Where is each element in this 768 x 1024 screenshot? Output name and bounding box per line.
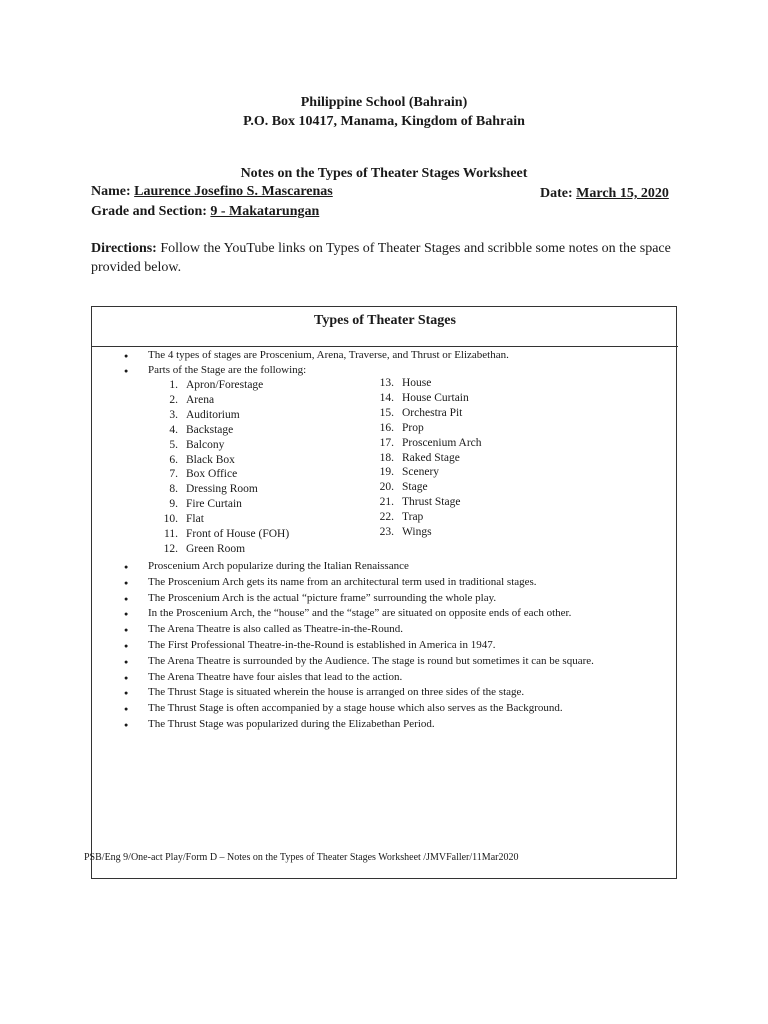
stage-part-label: Scenery <box>402 466 440 479</box>
stage-part-item <box>150 513 204 525</box>
stage-part-label: Auditorium <box>186 408 240 421</box>
directions-paragraph <box>91 239 681 277</box>
bullet-dot-icon: ● <box>124 721 129 729</box>
worksheet-title: Notes on the Types of Theater Stages Worksheet <box>240 166 528 181</box>
date-label: Date: <box>540 186 573 201</box>
directions-label: Directions: <box>91 241 157 256</box>
stage-part-item <box>366 496 460 508</box>
stage-part-item <box>150 498 242 510</box>
note-bullet: The Thrust Stage is often accompanied by a stage house which also serves as the Background. <box>148 702 563 715</box>
stage-part-label: Dressing Room <box>186 483 258 496</box>
stage-part-number: 21. <box>379 496 394 509</box>
directions-text: Follow the YouTube links on Types of Theater Stages and scribble some notes on the space provided below. <box>91 241 671 275</box>
stage-part-item <box>366 466 439 478</box>
stage-part-number: 6. <box>169 453 178 466</box>
stage-part-item <box>150 483 258 495</box>
stage-part-label: Backstage <box>186 423 234 436</box>
note-bullet: The Proscenium Arch gets its name from an architectural term used in traditional stages. <box>148 575 537 588</box>
stage-part-item <box>150 543 245 555</box>
stage-part-label: Orchestra Pit <box>402 406 463 419</box>
stage-part-item <box>366 437 482 449</box>
name-value: Laurence Josefino S. Mascarenas <box>134 184 333 199</box>
stage-part-label: Arena <box>186 393 215 406</box>
bullet-dot-icon: ● <box>124 610 129 619</box>
stage-part-label: Green Room <box>186 542 246 555</box>
bullet-dot-icon: ● <box>124 563 129 571</box>
stage-part-number: 3. <box>169 408 178 421</box>
grade-value: 9 - Makatarungan <box>210 204 320 219</box>
stage-part-number: 2. <box>169 393 178 406</box>
grade-section-field <box>91 204 319 220</box>
stage-part-number: 8. <box>169 483 178 496</box>
bullet-dot-icon: ● <box>124 367 129 375</box>
bullet-dot-icon: ● <box>124 594 129 603</box>
stage-part-item <box>150 424 233 436</box>
stage-part-number: 10. <box>163 513 178 526</box>
note-bullet: Parts of the Stage are the following: <box>148 364 307 376</box>
stage-part-label: Black Box <box>186 453 235 466</box>
stage-part-number: 5. <box>169 438 178 451</box>
stage-part-item <box>366 407 462 419</box>
stage-part-label: Apron/Forestage <box>186 379 264 391</box>
stage-part-number: 20. <box>379 481 394 494</box>
stage-part-label: House <box>402 377 432 389</box>
note-bullet: The Arena Theatre is also called as Theatre-in-the-Round. <box>148 623 403 636</box>
name-label: Name: <box>91 184 131 199</box>
stage-part-number: 7. <box>169 468 178 481</box>
note-bullet: The Thrust Stage is situated wherein the house is arranged on three sides of the stage. <box>148 686 525 699</box>
stage-part-number: 15. <box>379 406 394 419</box>
stage-part-label: Front of House (FOH) <box>186 528 290 540</box>
note-bullet: The Arena Theatre is surrounded by the Audience. The stage is round but sometimes it can be square. <box>148 654 594 667</box>
stage-part-label: Flat <box>186 513 204 526</box>
stage-part-item <box>150 379 263 391</box>
stage-part-label: Box Office <box>186 468 238 481</box>
stage-part-item <box>366 526 432 538</box>
school-address: P.O. Box 10417, Manama, Kingdom of Bahrain <box>243 114 525 129</box>
stage-part-number: 1. <box>169 379 178 391</box>
stage-part-number: 11. <box>164 528 178 540</box>
bullet-dot-icon: ● <box>124 352 129 360</box>
stage-part-item <box>150 528 289 540</box>
bullet-dot-icon: ● <box>124 673 129 682</box>
grade-label: Grade and Section: <box>91 204 207 219</box>
stage-part-item <box>150 454 235 466</box>
stage-part-item <box>150 409 240 421</box>
bullet-dot-icon: ● <box>124 705 129 714</box>
note-bullet: The 4 types of stages are Proscenium, Arena, Traverse, and Thrust or Elizabethan. <box>148 349 509 361</box>
bullet-dot-icon: ● <box>124 689 129 698</box>
stage-part-number: 13. <box>379 377 394 389</box>
stage-part-label: Thrust Stage <box>402 496 461 509</box>
stage-part-label: Fire Curtain <box>186 498 242 511</box>
name-field <box>91 184 333 200</box>
stage-part-number: 16. <box>379 421 394 434</box>
stage-part-label: Proscenium Arch <box>402 436 482 449</box>
stage-part-label: Balcony <box>186 438 225 451</box>
note-bullet: The Arena Theatre have four aisles that lead to the action. <box>148 670 403 683</box>
date-value: March 15, 2020 <box>576 186 669 201</box>
stage-part-label: Prop <box>402 421 424 434</box>
stage-part-item <box>150 468 237 480</box>
stage-part-number: 17. <box>379 436 394 449</box>
note-bullet: The Proscenium Arch is the actual “picture frame” surrounding the whole play. <box>148 591 497 604</box>
stage-part-item <box>150 439 224 451</box>
stage-part-item <box>150 394 214 406</box>
note-bullet: Proscenium Arch popularize during the Italian Renaissance <box>148 560 409 572</box>
stage-part-label: House Curtain <box>402 391 469 404</box>
stage-part-number: 19. <box>379 466 394 479</box>
stage-part-number: 9. <box>169 498 178 511</box>
stage-part-label: Wings <box>402 526 432 538</box>
stage-part-number: 18. <box>379 451 394 464</box>
stage-part-number: 23. <box>379 526 394 538</box>
bullet-dot-icon: ● <box>124 578 129 587</box>
stage-part-item <box>366 452 460 464</box>
bullet-dot-icon: ● <box>124 626 129 635</box>
notes-divider <box>92 346 678 347</box>
stage-part-item <box>366 422 424 434</box>
stage-part-label: Stage <box>402 481 428 494</box>
stage-part-number: 22. <box>379 511 394 524</box>
stage-part-label: Trap <box>402 511 424 524</box>
bullet-dot-icon: ● <box>124 657 129 666</box>
note-bullet: The First Professional Theatre-in-the-Round is established in America in 1947. <box>148 639 496 651</box>
bullet-dot-icon: ● <box>124 642 129 650</box>
stage-part-label: Raked Stage <box>402 451 460 464</box>
notes-title: Types of Theater Stages <box>314 313 456 328</box>
school-name: Philippine School (Bahrain) <box>300 95 468 110</box>
stage-part-number: 14. <box>379 391 394 404</box>
stage-part-number: 4. <box>169 423 178 436</box>
stage-part-item <box>366 511 423 523</box>
stage-part-item <box>366 392 469 404</box>
document-footer: PSB/Eng 9/One-act Play/Form D – Notes on the Types of Theater Stages Worksheet /JMVFaller/11Mar2020 <box>84 852 519 863</box>
stage-part-item <box>366 377 431 389</box>
note-bullet: In the Proscenium Arch, the “house” and the “stage” are situated on opposite ends of each other. <box>148 607 572 620</box>
date-field <box>540 186 669 202</box>
stage-part-number: 12. <box>163 542 178 555</box>
note-bullet: The Thrust Stage was popularized during the Elizabethan Period. <box>148 718 435 730</box>
stage-part-item <box>366 481 428 493</box>
